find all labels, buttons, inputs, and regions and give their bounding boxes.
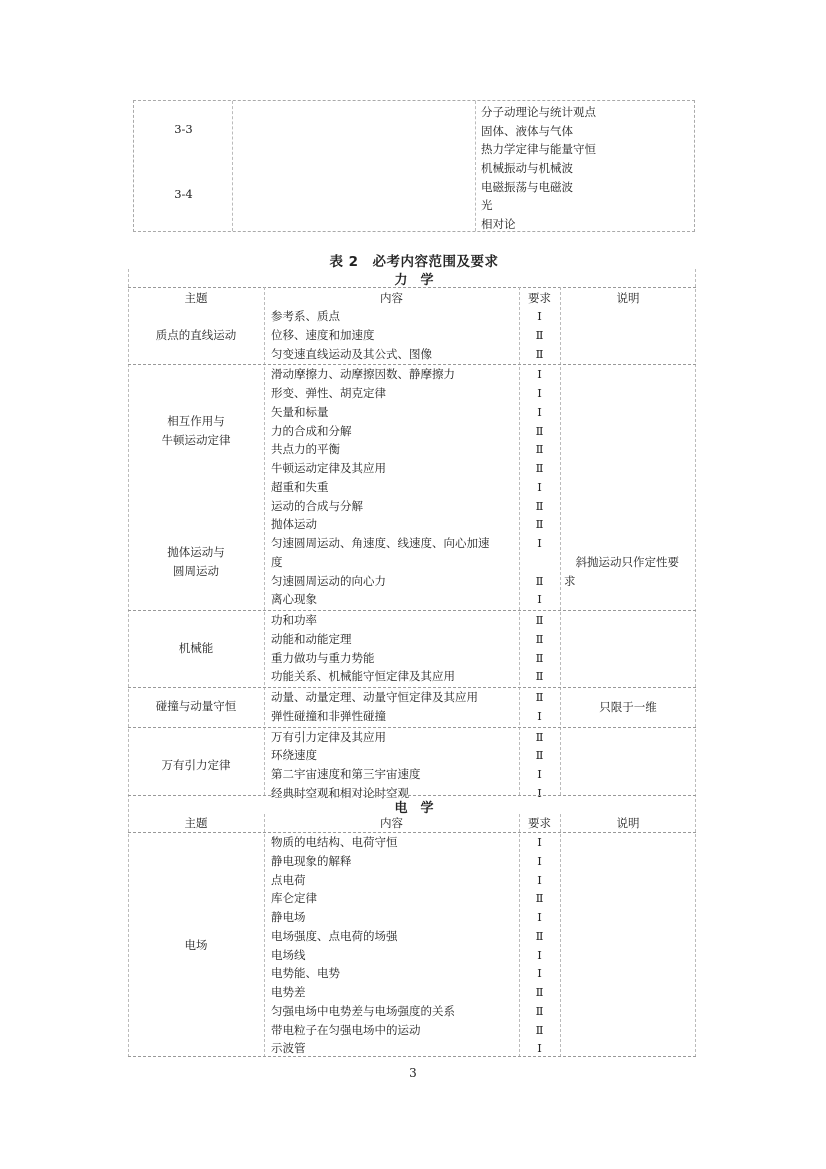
table-bottom-border — [128, 1056, 696, 1057]
table-caption: 表 2 必考内容范围及要求 — [329, 254, 499, 270]
requirement-level: Ⅰ — [537, 536, 542, 550]
column-divider — [560, 814, 561, 1057]
content-cell: 功和功率 — [271, 613, 317, 627]
content-cell: 动量、动量定理、动量守恒定律及其应用 — [271, 690, 478, 704]
requirement-level: Ⅱ — [535, 517, 544, 532]
content-cell: 运动的合成与分解 — [271, 498, 363, 513]
header-content: 内容 — [380, 816, 403, 830]
requirement-level: Ⅰ — [537, 1041, 542, 1056]
topic-line: 电场 — [184, 938, 208, 952]
requirement-level: Ⅰ — [537, 708, 542, 723]
topic-cell — [128, 543, 264, 581]
content-cell: 静电场 — [271, 910, 306, 924]
column-divider — [264, 814, 265, 1057]
requirement-level: Ⅱ — [535, 423, 544, 438]
requirement-level: Ⅰ — [537, 910, 542, 924]
requirement-level: Ⅱ — [535, 327, 544, 342]
module-item: 固体、液体与气体 — [481, 123, 573, 138]
content-cell: 匀变速直线运动及其公式、图像 — [271, 346, 432, 361]
content-cell: 库仑定律 — [271, 891, 317, 906]
content-cell: 超重和失重 — [271, 479, 329, 494]
content-cell: 共点力的平衡 — [271, 442, 340, 457]
section-title-mechanics: 力 学 — [394, 273, 434, 288]
requirement-level: Ⅱ — [535, 891, 544, 906]
requirement-level: Ⅱ — [535, 729, 544, 744]
requirement-level: Ⅱ — [535, 346, 544, 361]
row-divider — [128, 287, 696, 288]
page-number: 3 — [409, 1066, 417, 1080]
content-cell: 参考系、质点 — [271, 309, 340, 323]
content-cell: 形变、弹性、胡克定律 — [271, 386, 386, 400]
topic-cell — [128, 326, 264, 345]
module-items — [481, 103, 596, 234]
requirement-level: Ⅰ — [537, 592, 542, 607]
topic-cell — [128, 756, 264, 775]
content-cell: 动能和动能定理 — [271, 631, 352, 646]
topic-line: 机械能 — [178, 641, 214, 655]
content-cell: 功能关系、机械能守恒定律及其应用 — [271, 669, 455, 684]
content-cell: 度 — [271, 554, 283, 569]
topic-line: 牛顿运动定律 — [161, 432, 231, 447]
module-item: 光 — [481, 198, 493, 213]
content-cell: 重力做功与重力势能 — [271, 650, 375, 665]
content-cell: 第二宇宙速度和第三宇宙速度 — [271, 767, 421, 781]
note-cell: 只限于一维 — [599, 699, 657, 714]
topic-cell — [128, 639, 264, 658]
requirement-level: Ⅱ — [535, 985, 544, 999]
module-item: 分子动理论与统计观点 — [481, 105, 596, 119]
module-label: 3-4 — [174, 187, 193, 201]
module-item: 热力学定律与能量守恒 — [481, 142, 596, 157]
content-cell: 万有引力定律及其应用 — [271, 729, 386, 744]
content-cell: 矢量和标量 — [271, 404, 329, 419]
module-item: 相对论 — [481, 217, 516, 232]
header-requirement: 要求 — [528, 816, 551, 830]
topic-line: 相互作用与 — [167, 413, 225, 428]
content-cell: 匀速圆周运动、角速度、线速度、向心加速 — [271, 536, 490, 550]
content-cell: 电势差 — [271, 985, 306, 999]
content-cell: 电场线 — [271, 947, 306, 962]
requirement-level: Ⅰ — [537, 835, 542, 849]
content-cell: 位移、速度和加速度 — [271, 327, 375, 342]
requirement-level: Ⅱ — [535, 498, 544, 513]
column-divider — [232, 101, 233, 231]
content-cell: 牛顿运动定律及其应用 — [271, 461, 386, 475]
topic-line: 抛体运动与 — [167, 545, 225, 560]
column-divider — [560, 287, 561, 795]
column-divider — [475, 101, 476, 231]
header-note: 说明 — [616, 291, 640, 305]
requirement-level: Ⅰ — [537, 309, 542, 323]
module-item: 电磁振荡与电磁波 — [481, 179, 573, 194]
content-cell: 滑动摩擦力、动摩擦因数、静摩擦力 — [271, 367, 455, 382]
requirement-level: Ⅱ — [535, 613, 544, 627]
topic-line: 质点的直线运动 — [155, 327, 237, 342]
section-title-electricity: 电 学 — [394, 801, 434, 816]
requirement-level: Ⅰ — [537, 872, 542, 887]
content-cell: 弹性碰撞和非弹性碰撞 — [271, 708, 386, 723]
module-item: 机械振动与机械波 — [481, 161, 573, 176]
requirement-level: Ⅰ — [537, 853, 542, 868]
header-topic: 主题 — [184, 291, 208, 305]
elective-modules-table — [133, 100, 695, 232]
requirement-level: Ⅰ — [537, 785, 542, 800]
module-label: 3-3 — [174, 122, 193, 136]
row-divider — [128, 795, 696, 796]
topic-cell — [128, 936, 264, 955]
header-topic: 主题 — [184, 816, 208, 830]
requirement-level: Ⅱ — [535, 442, 544, 457]
topic-cell — [128, 412, 264, 450]
header-note: 说明 — [616, 816, 640, 830]
requirement-level: Ⅱ — [535, 631, 544, 646]
topic-line: 碰撞与动量守恒 — [155, 699, 237, 714]
content-cell: 点电荷 — [271, 872, 306, 887]
content-cell: 匀速圆周运动的向心力 — [271, 573, 386, 588]
requirement-level: Ⅰ — [537, 479, 542, 494]
content-cell: 离心现象 — [271, 592, 317, 607]
requirement-level: Ⅰ — [537, 404, 542, 419]
requirement-level: Ⅰ — [537, 386, 542, 400]
content-cell: 力的合成和分解 — [271, 423, 352, 438]
content-cell: 经典时空观和相对论时空观 — [271, 785, 409, 800]
requirement-level: Ⅱ — [535, 748, 544, 763]
content-cell: 物质的电结构、电荷守恒 — [271, 835, 398, 849]
requirement-level: Ⅱ — [535, 669, 544, 684]
row-divider — [128, 610, 696, 611]
header-content: 内容 — [380, 291, 403, 305]
topic-line: 圆周运动 — [173, 564, 219, 579]
topic-cell — [128, 697, 264, 716]
row-divider — [128, 832, 696, 833]
content-cell: 电势能、电势 — [271, 966, 340, 981]
requirement-level: Ⅱ — [535, 1003, 544, 1018]
requirement-level: Ⅱ — [535, 928, 544, 943]
column-divider — [264, 287, 265, 795]
content-cell: 示波管 — [271, 1041, 306, 1056]
requirement-level: Ⅱ — [535, 461, 544, 475]
content-cell: 环绕速度 — [271, 748, 317, 763]
requirement-level: Ⅰ — [537, 767, 542, 781]
requirement-level: Ⅱ — [535, 650, 544, 665]
requirement-level: Ⅱ — [535, 1022, 544, 1037]
requirement-level: Ⅱ — [535, 690, 544, 704]
topic-line: 万有引力定律 — [161, 757, 231, 772]
content-cell: 抛体运动 — [271, 517, 317, 532]
note-cell: 斜抛运动只作定性要求 — [564, 554, 679, 588]
content-cell: 匀强电场中电势差与电场强度的关系 — [271, 1003, 455, 1018]
content-cell: 带电粒子在匀强电场中的运动 — [271, 1022, 421, 1037]
requirement-level: Ⅰ — [537, 966, 542, 981]
row-divider — [128, 727, 696, 728]
requirement-level: Ⅰ — [537, 367, 542, 382]
content-cell: 电场强度、点电荷的场强 — [271, 928, 398, 943]
header-requirement: 要求 — [528, 291, 551, 305]
content-cell: 静电现象的解释 — [271, 853, 352, 868]
requirement-level: Ⅰ — [537, 947, 542, 962]
requirement-level: Ⅱ — [535, 573, 544, 588]
